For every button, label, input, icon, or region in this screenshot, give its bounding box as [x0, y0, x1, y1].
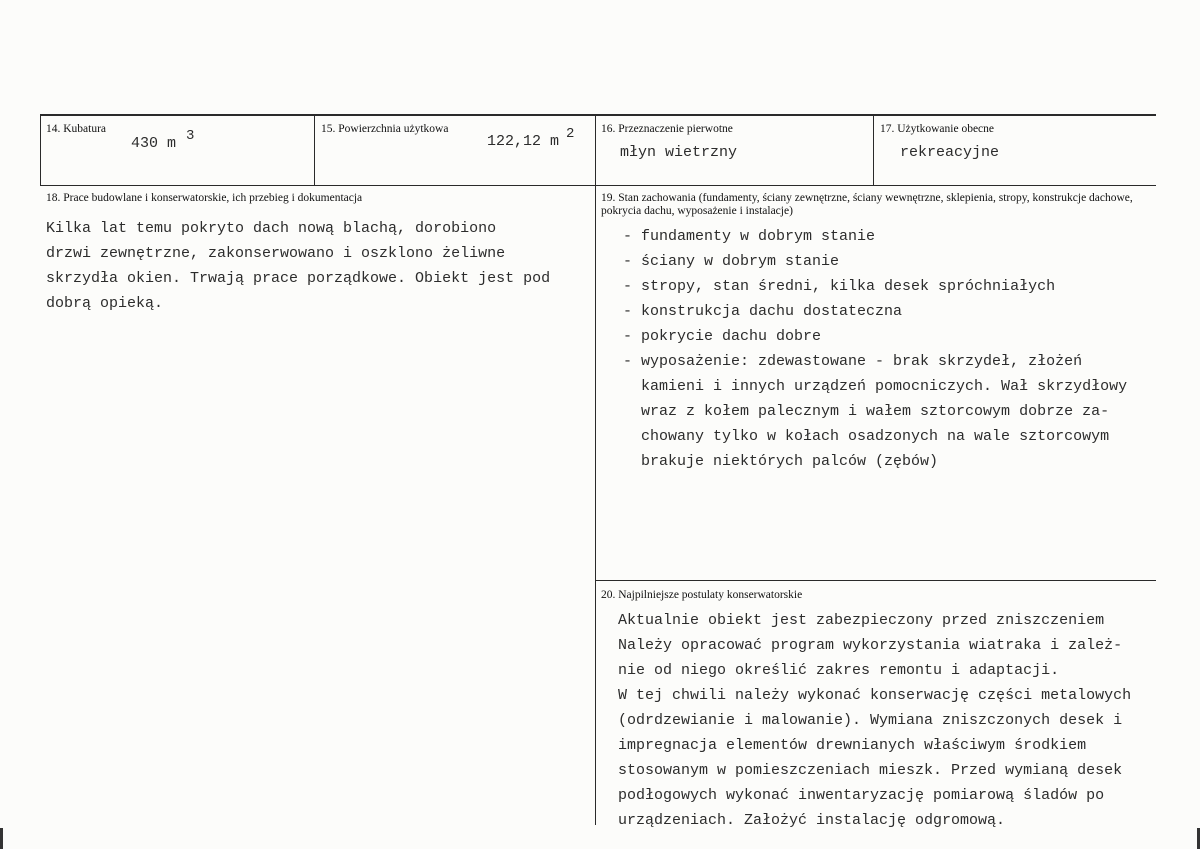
center-vertical-divider	[595, 185, 596, 825]
field-19-list	[623, 224, 1127, 474]
left-border	[40, 114, 41, 186]
field-15-unit-exponent: 2	[566, 126, 575, 142]
field-18-label: 18. Prace budowlane i konserwatorskie, ich przebieg i dokumentacja	[46, 192, 363, 204]
field-19-item: - fundamenty w dobrym stanie	[623, 228, 876, 245]
field-19-item: - pokrycie dachu dobre	[623, 328, 822, 345]
field-19-item: kamieni i innych urządzeń pomocniczych. Wał skrzydłowy	[623, 378, 1128, 395]
field-20-line: podłogowych wykonać inwentaryzację pomiarową śladów po	[618, 787, 1105, 804]
field-19-item: chowany tylko w kołach osadzonych na wale sztorcowym	[623, 428, 1110, 445]
field-19-item: brakuje niektórych palców (zębów)	[623, 453, 939, 470]
field-20-line: urządzeniach. Założyć instalację odgromową.	[618, 812, 1006, 829]
field-18-line: Kilka lat temu pokryto dach nową blachą, dorobiono	[46, 220, 497, 237]
field-17-value: rekreacyjne	[900, 144, 1000, 161]
field-14-value: 430 m	[131, 135, 177, 152]
top-border	[40, 114, 1156, 116]
field-18-line: dobrą opieką.	[46, 295, 164, 312]
field-18-text	[46, 216, 550, 316]
divider-16-17	[873, 114, 874, 186]
field-20-label: 20. Najpilniejsze postulaty konserwatorskie	[601, 589, 803, 601]
divider-19-20	[595, 580, 1156, 581]
field-19-item: - wyposażenie: zdewastowane - brak skrzydeł, złożeń	[623, 353, 1083, 370]
field-19-item: - konstrukcja dachu dostateczna	[623, 303, 903, 320]
field-19-item: - ściany w dobrym stanie	[623, 253, 840, 270]
left-edge-mark	[0, 828, 3, 849]
field-20-line: (odrdzewianie i malowanie). Wymiana zniszczonych desek i	[618, 712, 1123, 729]
field-20-line: W tej chwili należy wykonać konserwację części metalowych	[618, 687, 1132, 704]
field-16-label: 16. Przeznaczenie pierwotne	[601, 123, 733, 135]
field-15-label: 15. Powierzchnia użytkowa	[321, 123, 449, 135]
field-15-value: 122,12 m	[487, 133, 560, 150]
field-20-line: Aktualnie obiekt jest zabezpieczony przed zniszczeniem	[618, 612, 1105, 629]
field-19-item: wraz z kołem palecznym i wałem sztorcowym dobrze za-	[623, 403, 1110, 420]
divider-14-15	[314, 114, 315, 186]
row1-bottom-border	[40, 185, 1156, 186]
field-20-line: nie od niego określić zakres remontu i adaptacji.	[618, 662, 1060, 679]
field-20-text	[618, 608, 1131, 833]
field-20-line: Należy opracować program wykorzystania wiatraka i zależ-	[618, 637, 1123, 654]
field-17-label: 17. Użytkowanie obecne	[880, 123, 995, 135]
field-20-line: impregnacja elementów drewnianych właściwym środkiem	[618, 737, 1087, 754]
field-14-label: 14. Kubatura	[46, 123, 107, 135]
field-14-unit-exponent: 3	[186, 128, 195, 144]
divider-15-16	[595, 114, 596, 186]
field-20-line: stosowanym w pomieszczeniach mieszk. Przed wymianą desek	[618, 762, 1123, 779]
field-18-line: skrzydła okien. Trwają prace porządkowe. Obiekt jest pod	[46, 270, 551, 287]
field-19-item: - stropy, stan średni, kilka desek spróchniałych	[623, 278, 1056, 295]
field-19-label: 19. Stan zachowania (fundamenty, ściany zewnętrzne, ściany wewnętrzne, sklepienia, stropy, konstrukcje dachowe, pokrycia dachu, wyposażenie i instalacje)	[601, 192, 1133, 217]
field-16-value: młyn wietrzny	[620, 144, 738, 161]
field-18-line: drzwi zewnętrzne, zakonserwowano i oszklono żeliwne	[46, 245, 506, 262]
